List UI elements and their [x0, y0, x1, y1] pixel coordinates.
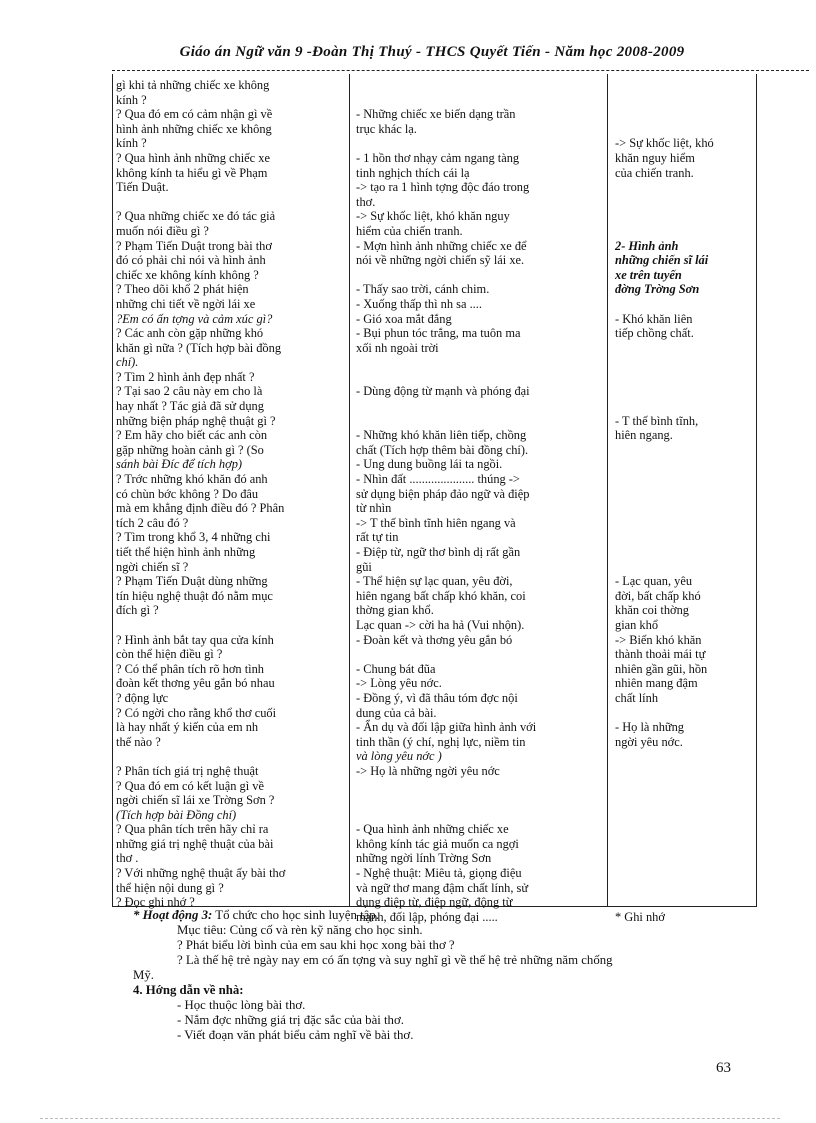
activity-line: ? Là thế hệ trẻ ngày nay em có ấn tợng và suy nghĩ gì về thế hệ trẻ những năm chống [177, 953, 613, 967]
answer-line: - Mợn hình ảnh những chiếc xe để [356, 238, 527, 253]
spacer [356, 808, 600, 823]
note-line: thành thoải mái tự [615, 647, 706, 662]
spacer [615, 209, 751, 238]
answer-line: - Bụi phun tóc trắng, ma tuôn ma [356, 326, 521, 341]
answer-line: - Ung dung buồng lái ta ngồi. [356, 457, 503, 472]
note-line: đời, bất chấp khó [615, 588, 701, 603]
note-line: gian khổ [615, 617, 659, 632]
answer-line: - Điệp từ, ngữ thơ bình dị rất gần [356, 545, 521, 559]
spacer [615, 779, 751, 808]
spacer [356, 647, 600, 662]
question-line: kính ? [116, 136, 147, 151]
question-line: ? Các anh còn gặp những khó [116, 326, 264, 341]
question-line: ? Tại sao 2 câu này em cho là [116, 384, 263, 399]
answer-line: gũi [356, 559, 372, 574]
spacer [615, 370, 751, 399]
question-line: hay nhất ? Tác giả đã sử dụng [116, 399, 264, 414]
question-line: mà em khẳng định điều đó ? Phân [116, 501, 285, 516]
question-line: chiếc xe không kính không ? [116, 267, 259, 282]
spacer [615, 399, 751, 414]
answer-line: -> Họ là những ngời yêu nớc [356, 763, 500, 778]
answer-line: - Những chiếc xe biến dạng trần [356, 107, 516, 122]
question-line: ? động lực [116, 690, 169, 705]
spacer [615, 866, 751, 895]
note-line: ngời yêu nớc. [615, 734, 683, 749]
answer-line: - Qua hình ảnh những chiếc xe [356, 822, 509, 837]
question-line: ? Qua phân tích trên hãy chỉ ra [116, 822, 269, 837]
answer-line: dụng điệp từ, điệp ngữ, động từ [356, 895, 513, 910]
question-line: thơ . [116, 851, 139, 866]
spacer [356, 779, 600, 808]
question-line: ? Đọc ghi nhớ ? [116, 895, 195, 910]
questions-column [116, 78, 342, 910]
spacer [356, 136, 600, 151]
column-divider [349, 74, 350, 906]
question-line: đó có phải chỉ nói và hình ảnh [116, 253, 266, 268]
question-line: kính ? [116, 92, 147, 107]
answer-line: nói về những ngời chiến sỹ lái xe. [356, 253, 525, 268]
question-line: ? Tìm trong khổ 3, 4 những chi [116, 530, 271, 545]
homework-item: - Học thuộc lòng bài thơ. [177, 998, 306, 1012]
answer-line: những ngời lính Trờng Sơn [356, 851, 492, 866]
page-number: 63 [716, 1060, 731, 1076]
spacer [615, 560, 751, 575]
spacer [615, 443, 751, 472]
spacer [615, 78, 751, 107]
spacer [615, 107, 751, 136]
section-heading-line: những chiến sĩ lái [615, 253, 709, 268]
page-header: Giáo án Ngữ văn 9 -Đoàn Thị Thuý - THCS Quyết Tiến - Năm học 2008-2009 [179, 44, 685, 60]
question-line: những chi tiết về ngời lái xe [116, 296, 256, 311]
answer-line: và lòng yêu nớc ) [356, 749, 442, 764]
answer-line: - Dùng động từ mạnh và phóng đại [356, 384, 530, 399]
question-line: thế nào ? [116, 734, 161, 749]
question-line: gặp những hoàn cảnh gì ? (So [116, 442, 264, 457]
spacer [615, 706, 751, 721]
note-line: chất lính [615, 690, 659, 705]
question-line: ? Em hãy cho biết các anh còn [116, 428, 268, 443]
answer-line: -> Sự khốc liệt, khó khăn nguy [356, 209, 510, 224]
question-line: ? Với những nghệ thuật ấy bài thơ [116, 866, 286, 881]
note-line: khăn nguy hiểm [615, 150, 695, 165]
homework-heading: 4. Hớng dẫn về nhà: [133, 983, 244, 997]
spacer [615, 749, 751, 778]
question-line: những biện pháp nghệ thuật gì ? [116, 413, 276, 428]
answer-line: - Nghệ thuật: Miêu tả, giọng điệu [356, 866, 522, 881]
question-line: ?Em có ấn tợng và cảm xúc gì? [116, 311, 273, 326]
answer-line: - Thể hiện sự lạc quan, yêu đời, [356, 574, 513, 589]
question-line: là hay nhất ý kiến của em nh [116, 720, 259, 735]
homework-item: - Viết đoạn văn phát biểu cảm nghĩ về bài thơ. [177, 1028, 414, 1042]
note-line: - Họ là những [615, 720, 685, 735]
answer-line: - Thấy sao trời, cánh chim. [356, 282, 490, 297]
answer-line: tinh thần (ý chí, nghị lực, niềm tin [356, 734, 526, 749]
activity-heading: * Hoạt động 3: [133, 908, 213, 922]
activity-line: ? Phát biểu lời bình của em sau khi học xong bài thơ ? [177, 938, 455, 952]
spacer [356, 78, 600, 107]
question-line: hình ảnh những chiếc xe không [116, 121, 272, 136]
question-line: tiết thể hiện hình ảnh những [116, 545, 256, 559]
question-line: tín hiệu nghệ thuật đó nằm mục [116, 588, 273, 603]
note-line: -> Biến khó khăn [615, 632, 702, 647]
answer-line: và ngữ thơ mang đậm chất lính, sử [356, 880, 529, 895]
answer-line: tinh nghịch thích cái lạ [356, 165, 470, 180]
note-line: nhiên gần gũi, hồn [615, 661, 708, 676]
activity-line: Mỹ. [133, 968, 154, 982]
question-line: (Tích hợp bài Đồng chí) [116, 807, 237, 822]
note-line: khăn coi thờng [615, 603, 689, 618]
spacer [356, 268, 600, 283]
question-line: ? Qua những chiếc xe đó tác giả [116, 209, 276, 224]
answer-line: không kính tác giả muốn ca ngợi [356, 836, 519, 851]
answer-line: - Đoàn kết và thơng yêu gắn bó [356, 632, 513, 647]
answer-line: - Đồng ý, vì đã thâu tóm đợc nội [356, 690, 518, 705]
question-line: ? Có thể phân tích rõ hơn tình [116, 661, 264, 676]
header-rule [112, 70, 809, 71]
activity-heading-line [133, 908, 773, 923]
question-line: những giá trị nghệ thuật của bài [116, 836, 274, 851]
answer-line: Lạc quan -> cời ha hả (Vui nhộn). [356, 617, 525, 632]
answer-line: - Gió xoa mắt đắng [356, 311, 452, 326]
spacer [615, 837, 751, 866]
question-line: đích gì ? [116, 603, 159, 618]
question-line: ? Phân tích giá trị nghệ thuật [116, 763, 259, 778]
answers-column [356, 78, 600, 924]
question-line [116, 195, 342, 210]
question-line: ? Qua hình ảnh những chiếc xe [116, 150, 270, 165]
spacer [615, 180, 751, 209]
answer-line: -> tạo ra 1 hình tợng độc đáo trong [356, 180, 530, 195]
question-line: ? Qua đó em có cảm nhận gì về [116, 107, 273, 122]
answer-line: - Những khó khăn liên tiếp, chồng [356, 428, 527, 443]
question-line: ? Phạm Tiến Duật trong bài thơ [116, 238, 272, 253]
answer-line: -> Lòng yêu nớc. [356, 676, 442, 691]
answer-line: hiểm của chiến tranh. [356, 223, 463, 238]
answer-line: thơ. [356, 194, 376, 209]
question-line [116, 618, 342, 633]
spacer [615, 530, 751, 559]
question-line: thể hiện nội dung gì ? [116, 880, 224, 895]
homework-item: - Nắm đợc những giá trị đặc sắc của bài thơ. [177, 1013, 404, 1027]
answer-line: rất tự tin [356, 530, 399, 545]
question-line: muốn nói điều gì ? [116, 223, 209, 238]
answer-line: từ nhìn [356, 501, 392, 516]
answer-line: mạnh, đối lập, phóng đại ..... [356, 909, 498, 924]
spacer [615, 501, 751, 530]
note-line: * Ghi nhớ [615, 909, 665, 924]
spacer [615, 808, 751, 837]
section-heading-line: đờng Trờng Sơn [615, 282, 700, 297]
question-line: ? Có ngời cho rằng khổ thơ cuối [116, 705, 277, 720]
spacer [356, 355, 600, 384]
answer-line: -> T thế bình tĩnh hiên ngang và [356, 515, 516, 530]
answer-line: - 1 hồn thơ nhạy cảm ngang tàng [356, 150, 520, 165]
spacer [615, 341, 751, 370]
answer-line: xối nh ngoài trời [356, 340, 439, 355]
answer-line: - Nhìn đất ..................... thúng -> [356, 472, 520, 487]
question-line: không kính ta hiểu gì về Phạm [116, 165, 268, 180]
note-line: - Lạc quan, yêu [615, 574, 693, 589]
note-line: của chiến tranh. [615, 165, 694, 180]
question-line: gì khi tả những chiếc xe không [116, 78, 270, 92]
answer-line: hiên ngang bất chấp khó khăn, coi [356, 588, 526, 603]
question-line: còn thể hiện điều gì ? [116, 647, 223, 662]
activity-heading-text: Tổ chức cho học sinh luyện tập. [212, 908, 379, 922]
spacer [356, 399, 600, 428]
answer-line: dung của cả bài. [356, 705, 437, 720]
question-line: có chùn bớc không ? Do đâu [116, 486, 259, 501]
answer-line: chất (Tích hợp thêm bài đồng chí). [356, 442, 529, 457]
spacer [615, 297, 751, 312]
spacer [615, 472, 751, 501]
question-line: đoàn kết thơng yêu gắn bó nhau [116, 676, 275, 691]
note-line: - T thế bình tĩnh, [615, 413, 699, 428]
question-line: ? Theo dõi khổ 2 phát hiện [116, 282, 249, 297]
activity-line: Mục tiêu: Củng cố và rèn kỹ năng cho học sinh. [177, 923, 423, 937]
question-line: ? Phạm Tiến Duật dùng những [116, 574, 268, 589]
question-line: ? Hình ảnh bắt tay qua cửa kính [116, 632, 274, 647]
answer-line: - Xuống thấp thì nh sa .... [356, 296, 482, 311]
note-line: nhiên mang đậm [615, 676, 698, 691]
answer-line: thờng gian khổ. [356, 603, 434, 618]
note-line: tiếp chồng chất. [615, 326, 694, 341]
question-line: Tiến Duật. [116, 180, 169, 195]
section-heading-line: 2- Hình ảnh [615, 238, 679, 253]
footer-rule [40, 1118, 780, 1119]
activity-section [133, 908, 773, 1043]
question-line: sánh bài Đíc để tích hợp) [116, 457, 243, 472]
answer-line: trục khác lạ. [356, 121, 417, 136]
section-heading-line: xe trên tuyến [615, 267, 682, 282]
question-line: ngời chiến sĩ ? [116, 559, 189, 574]
column-divider [607, 74, 608, 906]
note-line: hiên ngang. [615, 428, 673, 443]
note-line: -> Sự khốc liệt, khó [615, 136, 714, 151]
answer-line: - Chung bát đũa [356, 661, 436, 676]
question-line: ? Trớc những khó khăn đó anh [116, 472, 268, 487]
question-line: tích 2 câu đó ? [116, 515, 189, 530]
question-line [116, 749, 342, 764]
answer-line: - Ẩn dụ và đối lập giữa hình ảnh với [356, 720, 537, 735]
question-line: ngời chiến sĩ lái xe Trờng Sơn ? [116, 793, 275, 808]
question-line: chí). [116, 355, 139, 370]
question-line: ? Qua đó em có kết luận gì về [116, 778, 264, 793]
notes-column [615, 78, 751, 924]
note-line: - Khó khăn liên [615, 311, 693, 326]
question-line: ? Tìm 2 hình ảnh đẹp nhất ? [116, 369, 255, 384]
answer-line: sử dụng biện pháp đảo ngữ và điệp [356, 486, 530, 501]
question-line: khăn gì nữa ? (Tích hợp bài đồng [116, 340, 282, 355]
